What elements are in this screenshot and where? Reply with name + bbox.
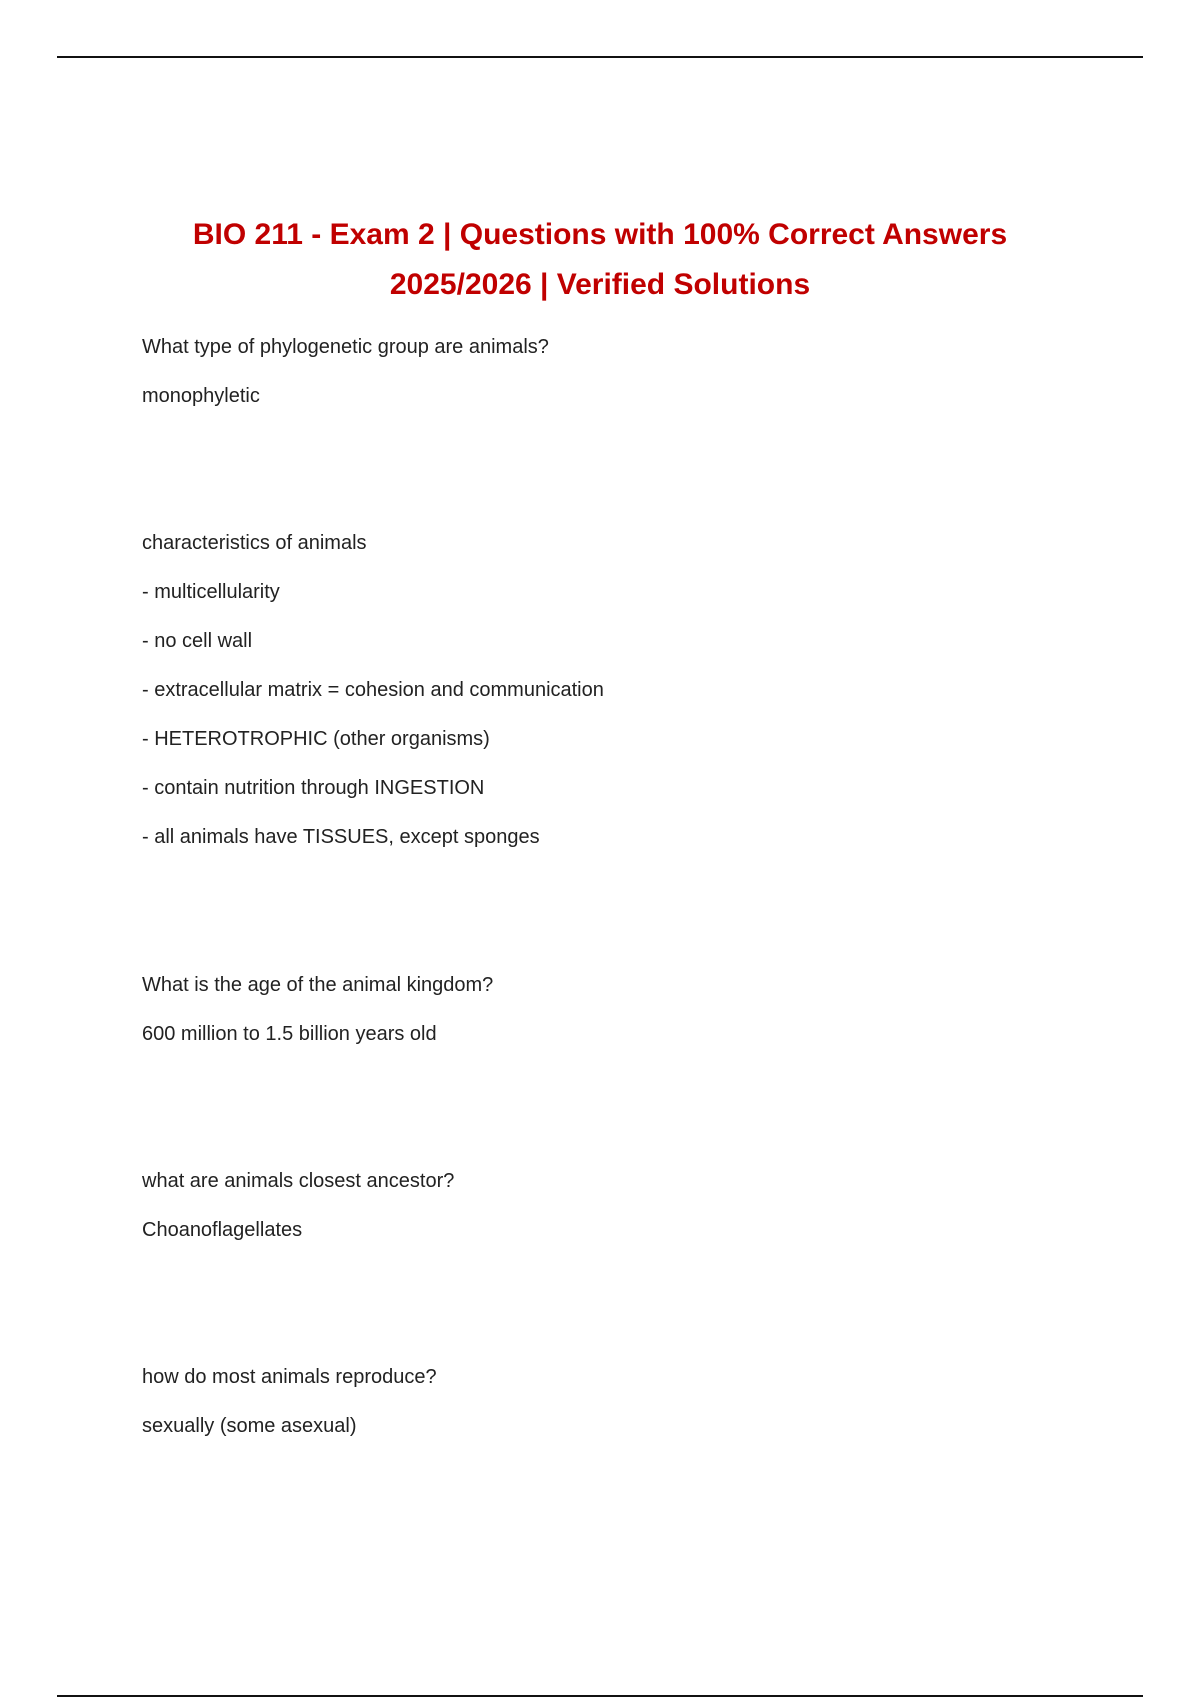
answer-5: sexually (some asexual) [142,1415,357,1437]
answer-3: 600 million to 1.5 billion years old [142,1023,437,1045]
answer-1: monophyletic [142,385,260,407]
answer-4: Choanoflagellates [142,1219,303,1241]
answer-2-line-3: - extracellular matrix = cohesion and communication [142,679,604,701]
answer-2-line-1: - multicellularity [142,581,280,603]
document-title [100,210,1100,310]
bottom-divider [57,1695,1143,1697]
question-2: characteristics of animals [142,532,367,554]
title-line-1: BIO 211 - Exam 2 | Questions with 100% Correct Answers [192,218,1008,251]
answer-2-line-5: - contain nutrition through INGESTION [142,777,485,799]
question-5: how do most animals reproduce? [142,1366,437,1388]
answer-2-line-4: - HETEROTROPHIC (other organisms) [142,728,490,750]
question-1: What type of phylogenetic group are animals? [142,336,549,358]
answer-2-line-2: - no cell wall [142,630,253,652]
question-3: What is the age of the animal kingdom? [142,974,494,996]
question-4: what are animals closest ancestor? [142,1170,455,1192]
title-line-2: 2025/2026 | Verified Solutions [389,268,811,301]
answer-2-line-6: - all animals have TISSUES, except sponges [142,826,540,848]
top-divider [57,56,1143,58]
